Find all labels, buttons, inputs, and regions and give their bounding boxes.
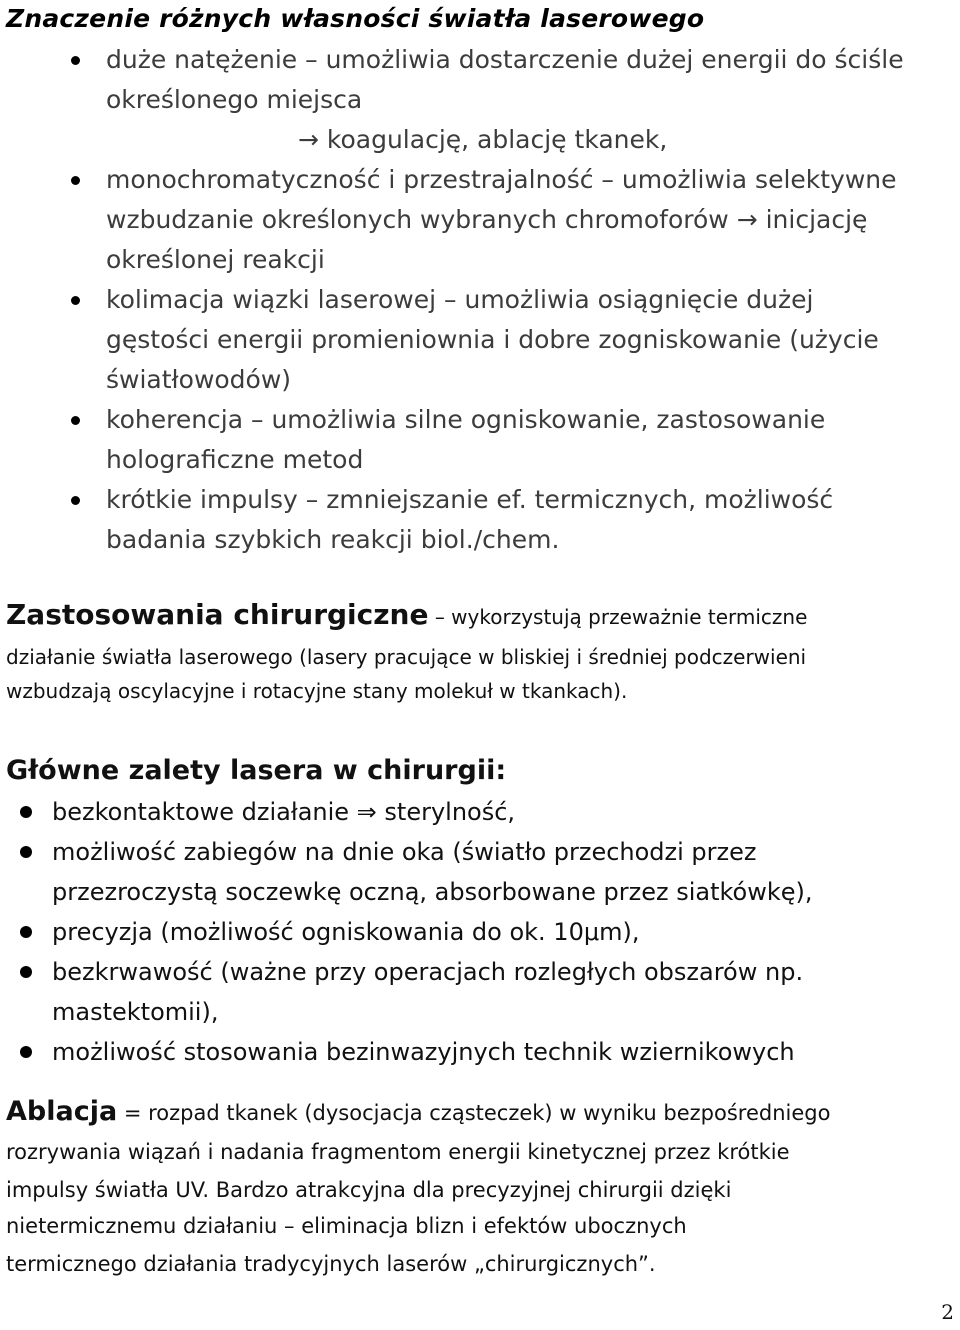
paragraph-line: działanie światła laserowego (lasery pracujące w bliskiej i średniej podczerwieni: [6, 645, 807, 669]
list-item-line: światłowodów): [106, 365, 292, 394]
paragraph-line: impulsy światła UV. Bardzo atrakcyjna dla precyzyjnej chirurgii dzięki: [6, 1178, 732, 1202]
bullet-icon: [71, 416, 80, 425]
bullet-icon: [71, 296, 80, 305]
paragraph-line: nietermicznemu działaniu – eliminacja blizn i efektów ubocznych: [6, 1214, 687, 1238]
bullet-icon: [20, 966, 32, 978]
list-item-line: krótkie impulsy – zmniejszanie ef. termicznych, możliwość: [106, 485, 834, 514]
bullet-icon: [71, 176, 80, 185]
list-item-line: → koagulację, ablację tkanek,: [298, 125, 668, 154]
paragraph-text: = rozpad tkanek (dysocjacja cząsteczek) w wyniku bezpośredniego: [117, 1101, 831, 1125]
section-title: Zastosowania chirurgiczne: [6, 598, 429, 631]
list-item-line: określonego miejsca: [106, 85, 363, 114]
paragraph-line: [6, 1094, 830, 1131]
paragraph-line: termicznego działania tradycyjnych laserów „chirurgicznych”.: [6, 1252, 656, 1276]
page-number: 2: [941, 1300, 954, 1324]
list-item-line: duże natężenie – umożliwia dostarczenie dużej energii do ściśle: [106, 45, 904, 74]
list-item-line: badania szybkich reakcji biol./chem.: [106, 525, 560, 554]
page-title: Znaczenie różnych własności światła laserowego: [6, 4, 705, 33]
list-item-line: gęstości energii promieniownia i dobre zogniskowanie (użycie: [106, 325, 879, 354]
list-item-line: przezroczystą soczewkę oczną, absorbowane przez siatkówkę),: [52, 878, 813, 906]
bullet-icon: [20, 846, 32, 858]
bullet-icon: [71, 496, 80, 505]
list-item-line: możliwość zabiegów na dnie oka (światło przechodzi przez: [52, 838, 757, 866]
bullet-icon: [20, 806, 32, 818]
list-item-line: monochromatyczność i przestrajalność – umożliwia selektywne: [106, 165, 897, 194]
advantages-heading: Główne zalety lasera w chirurgii:: [6, 755, 507, 786]
list-item-line: wzbudzanie określonych wybranych chromoforów → inicjację: [106, 205, 868, 234]
bullet-icon: [20, 1046, 32, 1058]
paragraph-text: – wykorzystują przeważnie termiczne: [428, 605, 808, 629]
paragraph-line: wzbudzają oscylacyjne i rotacyjne stany molekuł w tkankach).: [6, 679, 628, 703]
section-title: Ablacja: [6, 1096, 118, 1127]
list-item-line: precyzja (możliwość ogniskowania do ok. 10μm),: [52, 918, 640, 946]
list-item-line: bezkrwawość (ważne przy operacjach rozległych obszarów np.: [52, 958, 804, 986]
bullet-icon: [20, 926, 32, 938]
list-item-line: kolimacja wiązki laserowej – umożliwia osiągnięcie dużej: [106, 285, 814, 314]
list-item-line: koherencja – umożliwia silne ogniskowanie, zastosowanie: [106, 405, 826, 434]
bullet-icon: [71, 56, 80, 65]
list-item-line: bezkontaktowe działanie ⇒ sterylność,: [52, 798, 516, 826]
list-item-line: możliwość stosowania bezinwazyjnych technik wziernikowych: [52, 1038, 795, 1066]
list-item-line: holograficzne metod: [106, 445, 364, 474]
paragraph-line: rozrywania wiązań i nadania fragmentom energii kinetycznej przez krótkie: [6, 1140, 790, 1164]
list-item-line: określonej reakcji: [106, 245, 325, 274]
paragraph-line: [6, 598, 807, 634]
list-item-line: mastektomii),: [52, 998, 219, 1026]
